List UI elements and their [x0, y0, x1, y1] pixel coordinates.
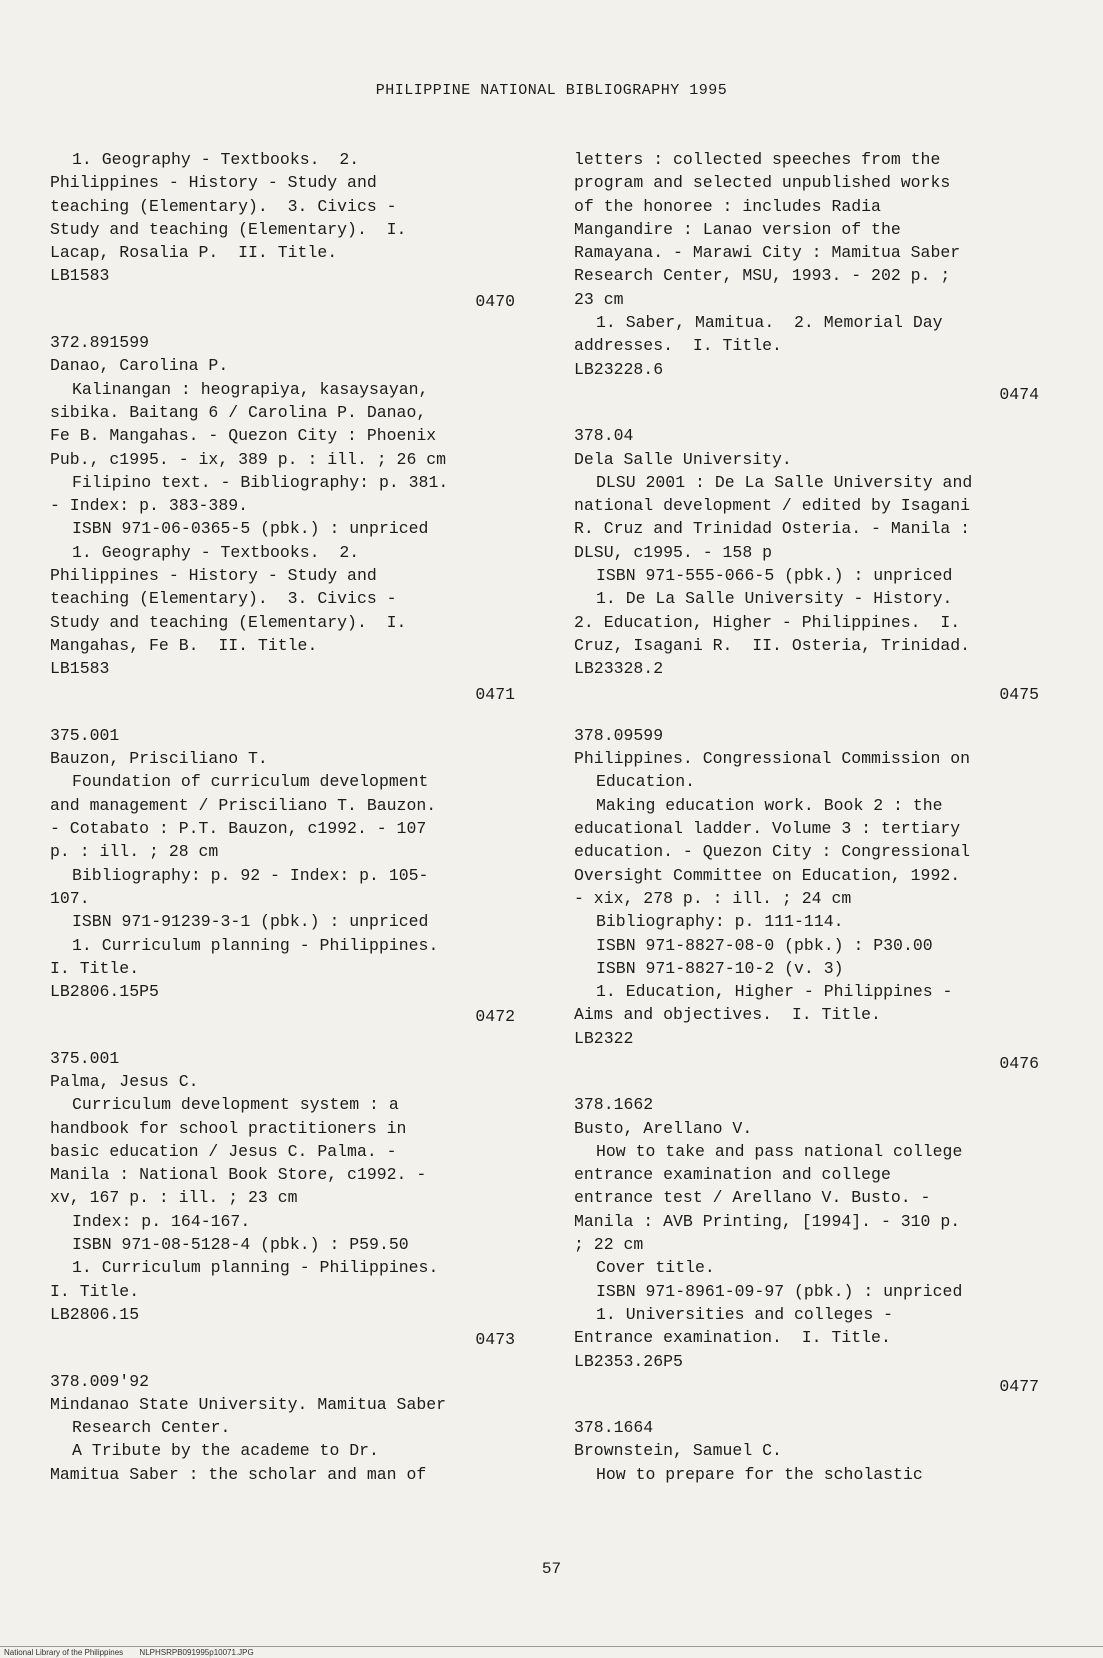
- subject-headings: addresses. I. Title.: [574, 336, 782, 356]
- title-statement: Making education work. Book 2 : the: [596, 795, 943, 815]
- entry-0471: [50, 331, 515, 706]
- title-statement: national development / edited by Isagani: [574, 496, 971, 516]
- subject-headings: 1. Curriculum planning - Philippines.: [72, 1258, 439, 1278]
- publication-info: Pub., c1995. - ix, 389 p. : ill. ; 26 cm: [50, 449, 447, 469]
- author: Mindanao State University. Mamitua Saber: [50, 1394, 447, 1414]
- call-number: LB23228.6: [574, 359, 664, 379]
- call-number: LB2322: [574, 1028, 634, 1048]
- subject-headings: teaching (Elementary). 3. Civics -: [50, 589, 397, 609]
- publication-info: Manila : National Book Store, c1992. -: [50, 1165, 427, 1185]
- note: - Index: p. 383-389.: [50, 496, 249, 516]
- call-number: LB2353.26P5: [574, 1351, 683, 1371]
- control-number: 0476: [999, 1053, 1039, 1073]
- title-statement: entrance examination and college: [574, 1165, 891, 1185]
- control-number: 0472: [475, 1007, 515, 1027]
- subject-headings: Study and teaching (Elementary). I.: [50, 612, 407, 632]
- right-column: [574, 148, 1039, 1486]
- classification-number: 375.001: [50, 1048, 120, 1068]
- entry-0474-continued: [574, 148, 1039, 406]
- publication-info: ; 22 cm: [574, 1235, 644, 1255]
- subject-headings: 1. Education, Higher - Philippines -: [596, 982, 953, 1002]
- publication-info: Oversight Committee on Education, 1992.: [574, 865, 961, 885]
- classification-number: 378.04: [574, 426, 634, 446]
- subject-headings: teaching (Elementary). 3. Civics -: [50, 196, 397, 216]
- footer-file: NLPHSRPB091995p10071.JPG: [139, 1648, 254, 1657]
- publication-info: xv, 167 p. : ill. ; 23 cm: [50, 1188, 298, 1208]
- control-number: 0477: [999, 1376, 1039, 1396]
- subject-headings: Philippines - History - Study and: [50, 566, 377, 586]
- subject-headings: 1. Geography - Textbooks. 2.: [72, 150, 360, 169]
- call-number: LB1583: [50, 659, 110, 679]
- title-statement: Curriculum development system : a: [72, 1095, 399, 1115]
- title-statement: handbook for school practitioners in: [50, 1118, 407, 1138]
- note: Filipino text. - Bibliography: p. 381.: [72, 472, 449, 492]
- entry-0477: [574, 1093, 1039, 1398]
- subject-headings: Aims and objectives. I. Title.: [574, 1005, 881, 1025]
- publication-info: - xix, 278 p. : ill. ; 24 cm: [574, 888, 852, 908]
- title-statement: Mangandire : Lanao version of the: [574, 219, 901, 239]
- publication-info: Ramayana. - Marawi City : Mamitua Saber: [574, 243, 961, 263]
- title-statement: sibika. Baitang 6 / Carolina P. Danao,: [50, 402, 427, 422]
- publication-info: Manila : AVB Printing, [1994]. - 310 p.: [574, 1211, 961, 1231]
- publication-info: DLSU, c1995. - 158 p: [574, 542, 773, 562]
- classification-number: 378.1662: [574, 1095, 654, 1115]
- subject-headings: 1. Universities and colleges -: [596, 1304, 894, 1324]
- subject-headings: 1. De La Salle University - History.: [596, 589, 953, 609]
- call-number: LB23328.2: [574, 659, 664, 679]
- classification-number: 378.09599: [574, 725, 664, 745]
- entry-0470: [50, 148, 515, 313]
- author: Busto, Arellano V.: [574, 1118, 753, 1138]
- subject-headings: Lacap, Rosalia P. II. Title.: [50, 243, 338, 263]
- isbn: ISBN 971-91239-3-1 (pbk.) : unpriced: [72, 912, 429, 932]
- title-statement: How to prepare for the scholastic: [596, 1464, 923, 1484]
- isbn: ISBN 971-8961-09-97 (pbk.) : unpriced: [596, 1281, 963, 1301]
- note: Cover title.: [596, 1258, 715, 1278]
- publication-info: p. : ill. ; 28 cm: [50, 842, 219, 862]
- note: 107.: [50, 888, 90, 908]
- page-number: 57: [541, 1560, 562, 1578]
- entry-0474-start: [50, 1370, 515, 1486]
- subject-headings: Entrance examination. I. Title.: [574, 1328, 891, 1348]
- isbn: ISBN 971-08-5128-4 (pbk.) : P59.50: [72, 1235, 409, 1255]
- title-statement: of the honoree : includes Radia: [574, 196, 881, 216]
- isbn: ISBN 971-8827-08-0 (pbk.) : P30.00: [596, 935, 933, 955]
- footer-divider: [0, 1646, 1103, 1647]
- publication-info: Research Center, MSU, 1993. - 202 p. ;: [574, 266, 951, 286]
- call-number: LB1583: [50, 266, 110, 286]
- title-statement: DLSU 2001 : De La Salle University and: [596, 472, 973, 492]
- entry-0475: [574, 424, 1039, 706]
- author: Danao, Carolina P.: [50, 356, 229, 376]
- entry-0472: [50, 724, 515, 1029]
- author: Philippines. Congressional Commission on: [574, 749, 971, 769]
- subject-headings: Philippines - History - Study and: [50, 173, 377, 193]
- scan-footer: [4, 1648, 268, 1657]
- publication-info: 23 cm: [574, 289, 624, 309]
- title-statement: Mamitua Saber : the scholar and man of: [50, 1464, 427, 1484]
- author: Research Center.: [72, 1418, 231, 1438]
- title-statement: Kalinangan : heograpiya, kasaysayan,: [72, 379, 429, 399]
- title-statement: educational ladder. Volume 3 : tertiary: [574, 819, 961, 839]
- control-number: 0473: [475, 1330, 515, 1350]
- title-statement: letters : collected speeches from the: [574, 150, 941, 169]
- subject-headings: Cruz, Isagani R. II. Osteria, Trinidad.: [574, 635, 971, 655]
- title-statement: program and selected unpublished works: [574, 173, 951, 193]
- author: Palma, Jesus C.: [50, 1071, 199, 1091]
- entry-0476: [574, 724, 1039, 1075]
- classification-number: 378.1664: [574, 1418, 654, 1438]
- control-number: 0470: [475, 291, 515, 311]
- classification-number: 372.891599: [50, 333, 150, 353]
- note: Bibliography: p. 111-114.: [596, 912, 844, 932]
- entry-0473: [50, 1047, 515, 1352]
- subject-headings: 1. Geography - Textbooks. 2.: [72, 542, 360, 562]
- control-number: 0474: [999, 384, 1039, 404]
- title-statement: R. Cruz and Trinidad Osteria. - Manila :: [574, 519, 971, 539]
- control-number: 0475: [999, 684, 1039, 704]
- subject-headings: Mangahas, Fe B. II. Title.: [50, 635, 318, 655]
- author: Dela Salle University.: [574, 449, 792, 469]
- note: Bibliography: p. 92 - Index: p. 105-: [72, 865, 429, 885]
- author: Education.: [596, 772, 696, 792]
- note: Index: p. 164-167.: [72, 1211, 251, 1231]
- subject-headings: 2. Education, Higher - Philippines. I.: [574, 612, 961, 632]
- isbn: ISBN 971-555-066-5 (pbk.) : unpriced: [596, 566, 953, 586]
- control-number: 0471: [475, 684, 515, 704]
- title-statement: entrance test / Arellano V. Busto. -: [574, 1188, 931, 1208]
- subject-headings: I. Title.: [50, 958, 140, 978]
- title-statement: A Tribute by the academe to Dr.: [72, 1441, 379, 1461]
- call-number: LB2806.15: [50, 1304, 140, 1324]
- author: Brownstein, Samuel C.: [574, 1441, 782, 1461]
- entry-0478-start: [574, 1416, 1039, 1486]
- publication-info: - Cotabato : P.T. Bauzon, c1992. - 107: [50, 819, 427, 839]
- subject-headings: Study and teaching (Elementary). I.: [50, 219, 407, 239]
- title-statement: Foundation of curriculum development: [72, 772, 429, 792]
- left-column: [50, 148, 515, 1486]
- subject-headings: I. Title.: [50, 1281, 140, 1301]
- page-header: PHILIPPINE NATIONAL BIBLIOGRAPHY 1995: [375, 82, 728, 99]
- title-statement: and management / Prisciliano T. Bauzon.: [50, 795, 437, 815]
- subject-headings: 1. Saber, Mamitua. 2. Memorial Day: [596, 313, 943, 333]
- author: Bauzon, Prisciliano T.: [50, 749, 268, 769]
- footer-library: National Library of the Philippines: [4, 1648, 124, 1657]
- classification-number: 378.009'92: [50, 1371, 150, 1391]
- title-statement: How to take and pass national college: [596, 1141, 963, 1161]
- classification-number: 375.001: [50, 725, 120, 745]
- publication-info: education. - Quezon City : Congressional: [574, 842, 971, 862]
- isbn: ISBN 971-8827-10-2 (v. 3): [596, 958, 844, 978]
- subject-headings: 1. Curriculum planning - Philippines.: [72, 935, 439, 955]
- title-statement: Fe B. Mangahas. - Quezon City : Phoenix: [50, 426, 437, 446]
- title-statement: basic education / Jesus C. Palma. -: [50, 1141, 397, 1161]
- call-number: LB2806.15P5: [50, 982, 159, 1002]
- isbn: ISBN 971-06-0365-5 (pbk.) : unpriced: [72, 519, 429, 539]
